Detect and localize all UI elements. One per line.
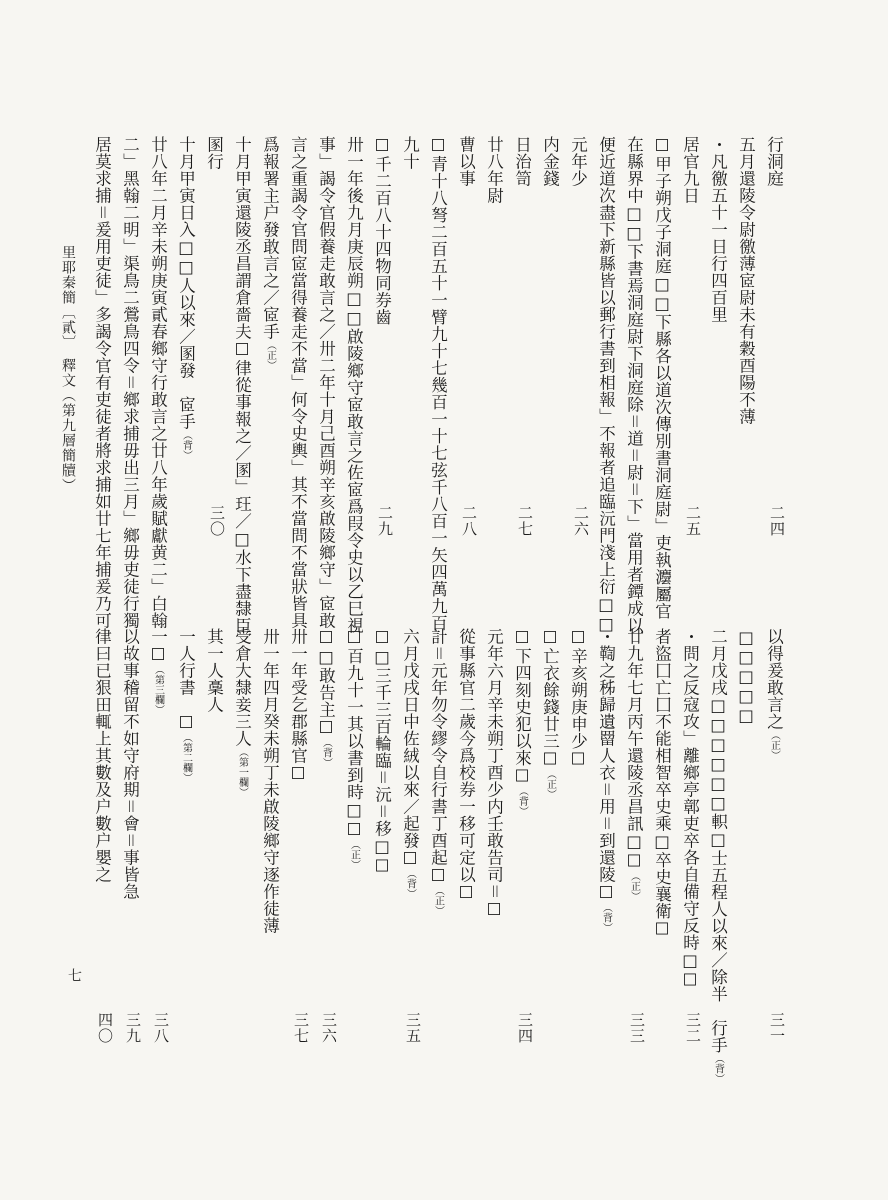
text-column: ☐辛亥朔庚申少☐ — [568, 628, 588, 769]
text-column: ☐□敢告主☐（背） — [316, 628, 336, 768]
text-column: 爲報署主户發敢言之／宧手（正） — [260, 136, 280, 370]
running-header: 里耶秦簡〔貳〕 釋文（第九層簡牘） — [60, 245, 76, 493]
text-column: ☐百九十一其以書到時□☐（正） — [344, 628, 364, 870]
text-column: 日治笥 — [512, 136, 532, 187]
text-column: 一人行書 ☐（第二欄） — [176, 628, 196, 783]
slip-number: 二九 — [376, 505, 394, 537]
slip-number: 二六 — [572, 505, 590, 537]
slip-number: 三九 — [124, 1012, 142, 1044]
text-column: 卅一年四月癸未朔丁未啟陵鄉守逐作徒薄 — [260, 628, 280, 934]
slip-number: 三四 — [516, 1012, 534, 1044]
slip-number: 二八 — [460, 505, 478, 537]
slip-number: 三五 — [404, 1012, 422, 1044]
slip-number: 二四 — [768, 505, 786, 537]
text-column: ☐下四刻史犯以來☐（背） — [512, 628, 532, 816]
text-column: ☐千二百八十四物同券齒 — [372, 136, 392, 326]
text-column: 卅一年受乞郡縣官☐ — [288, 628, 308, 784]
text-column: 元年少 — [568, 136, 588, 187]
slip-number: 二七 — [516, 505, 534, 537]
text-column: 廿八年二月辛未朔庚寅貳春鄉守行敢言之廿八年歲賦獻黄二」白翰 — [148, 136, 168, 629]
text-column: ・凡徼五十一日行四百里 — [708, 136, 728, 323]
text-column: 以故事稽留不如守府期＝會＝事皆急 — [120, 628, 140, 900]
page-number: 七 — [66, 968, 82, 982]
text-column: 二」黑翰二明」渠鳥二鶯鳥四令＝鄉求捕毋出三月」鄉毋吏徒行獨 — [120, 136, 140, 629]
text-column: 十月甲寅日入□□人以來／圂發 宧手（背） — [176, 136, 196, 460]
text-column: 五月還陵令尉徼薄宧尉未有穀酉陽不薄 — [736, 136, 756, 425]
text-column: ・問之反寇攻」離鄉亭鄣吏卒各自備守反時□☐ — [680, 628, 700, 990]
text-column: 從事縣官二歲今爲校券一移可定以☐ — [456, 628, 476, 903]
slip-number: 二五 — [684, 505, 702, 537]
slip-number: 三七 — [292, 1012, 310, 1044]
text-column: 在縣界中□□下書焉洞庭尉下洞庭除＝道＝尉＝下」當用者鐔成以 — [624, 136, 644, 634]
text-column: 事」謁令官假養走敢言之／卅二年十月己酉朔辛亥啟陵鄉守」宧敢 — [316, 136, 336, 629]
text-column: 居莫求捕＝爰用吏徒」多謁令官有吏徒者將求捕如廿七年捕爰乃可 — [92, 136, 112, 629]
text-column: ☐甲子朔戊子洞庭□□下縣各以道次傳別書洞庭尉」吏執灋屬官 — [652, 136, 672, 620]
text-column: 言之重謁令官問宧當得養走不當」何令史輿」其不當問不當狀皆具 — [288, 136, 308, 629]
text-column: ☐青十八弩二百五十一臂九十七幾百一十七弦千八百一矢四萬九百 — [428, 136, 448, 632]
text-column: 六月戊戌日中佐絨以來／起發☐（背） — [400, 628, 420, 899]
text-column: ☐亡衣餘錢廿三☐（正） — [540, 628, 560, 799]
text-column: 居官九日 — [680, 136, 700, 204]
slip-number: 三二 — [684, 1012, 702, 1044]
text-column: 十月甲寅還陵丞昌謂倉嗇夫☐律從事報之／圂」玨／□水下盡隸臣 — [232, 136, 252, 634]
slip-number: 三八 — [152, 1012, 170, 1044]
text-column: 受倉大隸妾三人（第一欄） — [232, 628, 252, 797]
text-column: 元年六月辛未朔丁酉少内壬敢告司＝☐ — [484, 628, 504, 920]
text-column: 九十 — [400, 136, 420, 170]
text-column: 其一人稾人 — [204, 628, 224, 713]
slip-number: 三一 — [768, 1012, 786, 1044]
text-column: 圂行 — [204, 136, 224, 170]
text-column: 律曰已狠田輒上其數及户數户嬰之 — [92, 628, 112, 883]
slip-number: 三六 — [320, 1012, 338, 1044]
text-column: 廿八年尉 — [484, 136, 504, 204]
text-column: 行洞庭 — [764, 136, 784, 187]
text-column: 以得爰敢言之（正） — [764, 628, 784, 760]
text-column: ☐□三千三百輪臨＝沅＝移□☐ — [372, 628, 392, 876]
slip-number: 三〇 — [208, 505, 226, 537]
text-column: 曹以事 — [456, 136, 476, 187]
slip-number: 四〇 — [96, 1012, 114, 1044]
text-column: 便近道次盡下新縣皆以郵行書到相報」不報者追臨沅門淺上衍□□ — [596, 136, 616, 634]
text-column: 二月戊戌□□□□□□軹□士五程人以來／除半 行手（背） — [708, 628, 728, 1084]
text-column: 内金錢 — [540, 136, 560, 187]
text-column: 者盜囗亡囗不能相智卒史乘□卒史襄衛☐ — [652, 628, 672, 939]
text-column: 一☐（第三欄） — [148, 628, 168, 715]
text-column: □□□□□ — [736, 628, 756, 726]
text-column: 卅一年後九月庚辰朔□□啟陵鄉守宧敢言之佐宧爲叚令史以乙巳視 — [344, 136, 364, 634]
text-column: 計＝元年勿令繆令自行書丁酉起☐（正） — [428, 628, 448, 916]
text-column: 廿九年七月丙午還陵丞昌訊□☐（正） — [624, 628, 644, 901]
text-column: ・鞫之秭歸遺罶人衣＝用＝到還陵☐（背） — [596, 628, 616, 933]
slip-number: 三三 — [628, 1012, 646, 1044]
